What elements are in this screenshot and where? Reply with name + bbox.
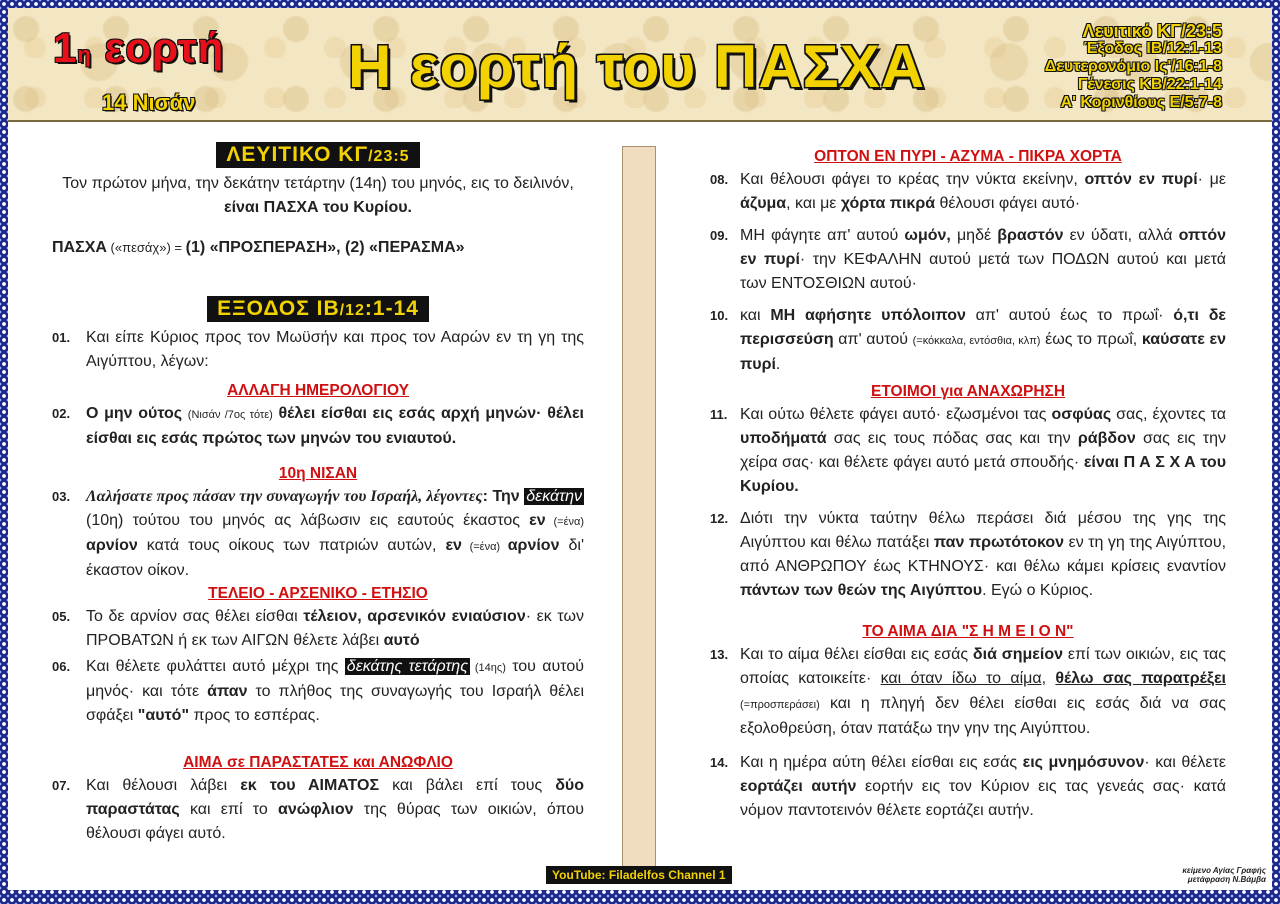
verse-text-g: σας εις την χείρα σας· και θέλετε φάγει αυτό μετά σπουδής· bbox=[740, 430, 1226, 471]
verse-text-e: εορτήν εις τον Κύριον εις τας γενεάς σας· κατά νόμον παντοτεινόν θέλετε εορτάζει αυτήν. bbox=[740, 778, 1226, 819]
verse-bold: οπτόν εν πυρί bbox=[1084, 171, 1198, 188]
word-en: εν bbox=[529, 512, 546, 529]
verse-11 bbox=[710, 403, 1226, 499]
verse-number: 10. bbox=[710, 308, 729, 323]
ref-deuteronomy: Δευτερονόμιο Ις'/16:1-8 bbox=[1044, 58, 1222, 75]
verse-text-a: Και θέλουσι φάγει το κρέας την νύκτα εκείνην, bbox=[740, 171, 1085, 188]
right-column bbox=[710, 148, 1226, 823]
leviticus-text-b: είναι ΠΑΣΧΑ του Κυρίου. bbox=[223, 199, 412, 216]
feast-date: 14 Νισάν bbox=[102, 90, 196, 115]
verse-number: 09. bbox=[710, 228, 729, 243]
verse-bold: ό,τι δε περισσεύση bbox=[740, 307, 1227, 348]
feast-word: εορτή bbox=[91, 24, 225, 71]
verse-number: 11. bbox=[710, 407, 728, 422]
verse-number: 12. bbox=[710, 511, 729, 526]
verse-text-h: . bbox=[775, 356, 781, 373]
credit-line-1: κείμενο Αγίας Γραφής bbox=[1182, 866, 1266, 875]
verse-06 bbox=[52, 655, 584, 728]
verse-09 bbox=[710, 224, 1226, 296]
verse-text bbox=[740, 643, 1226, 741]
verse-text-c: απ' αυτού έως το πρωΐ· bbox=[965, 307, 1174, 324]
highlight-dekatis-tetartis: δεκάτης τετάρτης bbox=[346, 658, 468, 675]
verse-text bbox=[86, 605, 584, 653]
ref-corinthians: Α' Κορινθίους Ε/5:7-8 bbox=[1060, 94, 1222, 111]
verse-bold: διά σημείον bbox=[972, 646, 1063, 663]
verse-bold: οσφύας bbox=[1051, 406, 1112, 423]
verse-text-b: (10η) τούτου του μηνός ας λάβωσιν εις εαυτούς έκαστος bbox=[86, 512, 530, 529]
verse-text-g: · την ΚΕΦΑΛΗΝ αυτού μετά των ΠΟΔΩΝ αυτού και μετά των ΕΝΤΟΣΘΙΩΝ αυτού· bbox=[740, 251, 1227, 292]
verse-text-c: και βάλει επί τους bbox=[379, 777, 556, 794]
page-title: Η εορτή του ΠΑΣΧΑ bbox=[348, 33, 926, 100]
verse-note: (=ένα) bbox=[545, 516, 585, 528]
heading-blood-sign: ΤΟ ΑΙΜΑ ΔΙΑ "Σ Η Μ Ε Ι Ο Ν" bbox=[862, 623, 1074, 640]
verse-07 bbox=[52, 774, 584, 846]
verse-text-b: του αυτού μηνός· και τότε bbox=[86, 658, 584, 700]
heading-perfect-male: ΤΕΛΕΙΟ - ΑΡΣΕΝΙΚΟ - ΕΤΗΣΙΟ bbox=[208, 585, 428, 602]
verse-note: (Νισάν /7ος τότε) bbox=[187, 409, 273, 421]
verse-02 bbox=[52, 402, 584, 451]
ref-genesis: Γένεσις ΚΒ/22:1-14 bbox=[1077, 76, 1222, 93]
verse-text-a: Και ούτω θέλετε φάγει αυτό· εζωσμένοι τας bbox=[740, 406, 1052, 423]
credit-line-2: μετάφραση Ν.Βάμβα bbox=[1187, 875, 1266, 884]
exodus-title-verses: :1-14 bbox=[364, 297, 419, 320]
pascha-definition bbox=[52, 236, 584, 260]
verse-text-a: και bbox=[740, 307, 771, 324]
verse-note: (=κόκκαλα, εντόσθια, κλπ) bbox=[912, 335, 1041, 347]
verse-text-e: . Εγώ ο Κύριος. bbox=[982, 582, 1094, 599]
verse-text: Και είπε Κύριος προς τον Μωϋσήν και προς τον Ααρών εν τη γη της Αιγύπτου, λέγων: bbox=[86, 329, 584, 370]
verse-text-c: · εκ των ΠΡΟΒΑΤΩΝ ή εκ των ΑΙΓΩΝ θέλετε λάβει bbox=[86, 608, 585, 649]
highlight-dekatin: δεκάτην bbox=[526, 488, 582, 505]
verse-text bbox=[86, 402, 584, 451]
verse-number: 06. bbox=[52, 659, 71, 674]
verse-note: (14ης) bbox=[469, 662, 506, 674]
verse-bold: ανώφλιον bbox=[278, 801, 354, 818]
verse-text-d: δι' έκαστον οίκον. bbox=[86, 537, 584, 579]
leviticus-title-ref: /23:5 bbox=[368, 148, 410, 165]
verse-number: 01. bbox=[52, 330, 71, 345]
verse-text-c: κατά τους οίκους των πατριών αυτών, bbox=[137, 537, 446, 554]
feast-digit: 1 bbox=[53, 24, 78, 71]
word-arnion: αρνίον bbox=[86, 537, 138, 554]
verse-text-b: θέλει είσθαι εις εσάς αρχή μηνών· θέλει είσθαι εις εσάς πρώτος των μηνών του ενιαυτού. bbox=[86, 405, 584, 447]
verse-text bbox=[740, 224, 1226, 296]
verse-text-d: το πλήθος της συναγωγής του Ισραήλ θέλει σφάξει bbox=[86, 683, 584, 724]
verse-bold: οπτόν εν πυρί bbox=[740, 227, 1226, 268]
verse-bold: αυτό bbox=[383, 632, 420, 649]
verse-01 bbox=[52, 326, 584, 374]
verse-number: 05. bbox=[52, 609, 71, 624]
verse-bold: πάντων των θεών της Αιγύπτου bbox=[740, 582, 983, 599]
verse-note: (=προσπεράσει) bbox=[740, 699, 820, 711]
verse-bold: "αυτό" bbox=[137, 707, 190, 724]
verse-text-c: εν τη γη της Αιγύπτου, από ΑΝΘΡΩΠΟΥ έως ΚΤΗΝΟΥΣ· και θέλω κάμει κρίσεις εναντίον bbox=[740, 534, 1227, 575]
scripture-references bbox=[1045, 22, 1222, 112]
verse-bold: εκ του ΑΙΜΑΤΟΣ bbox=[240, 777, 380, 794]
verse-text-a: ΜΗ φάγητε απ' αυτού bbox=[740, 227, 905, 244]
youtube-channel-label: YouTube: Filadelfos Channel 1 bbox=[546, 866, 732, 884]
verse-number: 14. bbox=[710, 755, 729, 770]
verse-05 bbox=[52, 605, 584, 653]
verse-space bbox=[1046, 670, 1055, 687]
verse-08 bbox=[710, 168, 1226, 216]
verse-text-a: Το δε αρνίον σας θέλει είσθαι bbox=[86, 608, 304, 625]
leviticus-text-a: Τον πρώτον μήνα, την δεκάτην τετάρτην (14η) του μηνός, εις το δειλινόν, bbox=[62, 175, 574, 192]
verse-text-f: έως το πρωΐ, bbox=[1040, 331, 1142, 348]
verse-bold: παν πρωτότοκον bbox=[933, 534, 1065, 551]
verse-text-e: , και με bbox=[786, 195, 841, 212]
verse-bold: ΜΗ αφήσητε υπόλοιπον bbox=[770, 307, 966, 324]
verse-text-f: προς το εσπέρας. bbox=[189, 707, 320, 724]
verse-12 bbox=[710, 507, 1226, 603]
verse-bold: εις μνημόσυνον bbox=[1022, 754, 1145, 771]
verse-bold: δύο παραστάτας bbox=[86, 777, 585, 818]
verse-text-g: και η πληγή δεν θέλει είσθαι εις εσάς διά να σας εξολοθρεύση, όταν πατάξω την γην της Αιγύπτου. bbox=[740, 695, 1226, 737]
leviticus-title-main: ΛΕΥΙΤΙΚΟ ΚΓ bbox=[226, 143, 369, 166]
verse-text bbox=[740, 751, 1226, 823]
exodus-title bbox=[207, 296, 429, 322]
verse-14 bbox=[710, 751, 1226, 823]
verse-number: 08. bbox=[710, 172, 729, 187]
verse-text-c: · και θέλετε bbox=[1144, 754, 1226, 771]
word-arnion: αρνίον bbox=[507, 537, 560, 554]
feast-suffix: η bbox=[77, 42, 92, 67]
verse-bold: καύσατε εν πυρί bbox=[740, 331, 1226, 373]
verse-underlined: και όταν ίδω το αίμα, bbox=[880, 670, 1047, 687]
verse-text-c: μηδέ bbox=[950, 227, 998, 244]
verse-text bbox=[740, 168, 1226, 216]
pascha-meanings: (1) «ΠΡΟΣΠΕΡΑΣΗ», (2) «ΠΕΡΑΣΜΑ» bbox=[185, 239, 465, 256]
verse-number: 07. bbox=[52, 778, 71, 793]
translation-credit bbox=[1182, 866, 1266, 884]
verse-bold: υποδήματά bbox=[740, 430, 827, 447]
verse-text-a: Και η ημέρα αύτη θέλει είσθαι εις εσάς bbox=[740, 754, 1023, 771]
verse-text-a: Διότι την νύκτα ταύτην θέλω περάσει διά μέσου της γης της Αιγύπτου και θέλω πατάξει bbox=[740, 510, 1226, 551]
verse-text-e: εν ύδατι, αλλά bbox=[1063, 227, 1179, 244]
verse-bold: τέλειον, αρσενικόν ενιαύσιον bbox=[303, 608, 526, 625]
word-en: εν bbox=[445, 537, 462, 554]
header-banner bbox=[8, 8, 1272, 122]
ref-exodus: Έξοδος ΙΒ/12:1-13 bbox=[1083, 40, 1222, 57]
verse-text-a: Και το αίμα θέλει είσθαι εις εσάς bbox=[740, 646, 973, 663]
verse-text-c: · με bbox=[1197, 171, 1227, 188]
verse-note: (=ένα) bbox=[461, 541, 508, 553]
exodus-title-chapter: /12 bbox=[339, 302, 365, 319]
heading-calendar-change: ΑΛΛΑΓΗ ΗΜΕΡΟΛΟΓΙΟΥ bbox=[227, 382, 409, 399]
page-spine-divider bbox=[622, 146, 656, 868]
verse-text bbox=[86, 774, 584, 846]
verse-text bbox=[740, 507, 1226, 603]
verse-italic: Λαλήσατε προς πάσαν την συναγωγήν του Ισραήλ, λέγοντες bbox=[86, 488, 483, 505]
verse-bold: ωμόν, bbox=[904, 227, 951, 244]
verse-number: 02. bbox=[52, 406, 71, 421]
verse-text-c: επί των οικιών, εις τας οποίας κατοικείτε· bbox=[740, 646, 1227, 687]
page bbox=[8, 8, 1272, 890]
leviticus-title bbox=[216, 142, 419, 168]
verse-text bbox=[740, 403, 1226, 499]
verse-number: 13. bbox=[710, 647, 729, 662]
verse-text-e: σας εις τους πόδας σας και την bbox=[826, 430, 1078, 447]
verse-bold: ράβδον bbox=[1077, 430, 1136, 447]
verse-text-a: Ο μην ούτος bbox=[86, 405, 188, 422]
verse-text bbox=[86, 655, 584, 728]
verse-bold: χόρτα πικρά bbox=[840, 195, 936, 212]
verse-bold: άπαν bbox=[207, 683, 248, 700]
leviticus-text bbox=[52, 172, 584, 220]
left-column bbox=[52, 142, 584, 846]
verse-text bbox=[740, 304, 1226, 377]
verse-bold: εορτάζει αυτήν bbox=[740, 778, 857, 795]
verse-bold: βραστόν bbox=[997, 227, 1064, 244]
verse-bold: είναι Π Α Σ Χ Α του Κυρίου. bbox=[740, 454, 1227, 495]
exodus-title-main: ΕΞΟΔΟΣ ΙΒ bbox=[217, 297, 340, 320]
verse-text-a: : Την bbox=[482, 488, 525, 505]
verse-text bbox=[86, 485, 584, 583]
verse-10 bbox=[710, 304, 1226, 377]
verse-bold-underlined: θέλω σας παρατρέξει bbox=[1055, 670, 1226, 687]
verse-text-e: και επί το bbox=[179, 801, 278, 818]
verse-03 bbox=[52, 485, 584, 583]
verse-text-a: Και θέλετε φυλάττει αυτό μέχρι της bbox=[86, 658, 345, 675]
verse-text-g: της θύρας των οικιών, όπου θέλουσι φάγει αυτό. bbox=[86, 801, 585, 842]
verse-text-c: σας, έχοντες τα bbox=[1111, 406, 1226, 423]
verse-13 bbox=[710, 643, 1226, 741]
verse-text-g: θέλουσι φάγει αυτό· bbox=[935, 195, 1081, 212]
verse-number: 03. bbox=[52, 489, 71, 504]
verse-text-e: απ' αυτού bbox=[833, 331, 913, 348]
heading-10-nisan: 10η ΝΙΣΑΝ bbox=[278, 465, 358, 482]
pascha-word: ΠΑΣΧΑ bbox=[52, 239, 107, 256]
verse-bold: άζυμα bbox=[740, 195, 787, 212]
heading-roasted-fire: ΟΠΤΟΝ ΕΝ ΠΥΡΙ - ΑΖΥΜΑ - ΠΙΚΡΑ ΧΟΡΤΑ bbox=[814, 148, 1122, 165]
heading-ready-departure: ΕΤΟΙΜΟΙ για ΑΝΑΧΩΡΗΣΗ bbox=[870, 383, 1066, 400]
ref-leviticus: Λευιτικό ΚΓ/23:5 bbox=[1082, 21, 1222, 41]
feast-number bbox=[53, 24, 224, 72]
heading-blood-doorposts: ΑΙΜΑ σε ΠΑΡΑΣΤΑΤΕΣ και ΑΝΩΦΛΙΟ bbox=[183, 754, 453, 771]
verse-text-a: Και θέλουσι λάβει bbox=[86, 777, 241, 794]
pesach-word: («πεσάχ») = bbox=[106, 240, 186, 255]
